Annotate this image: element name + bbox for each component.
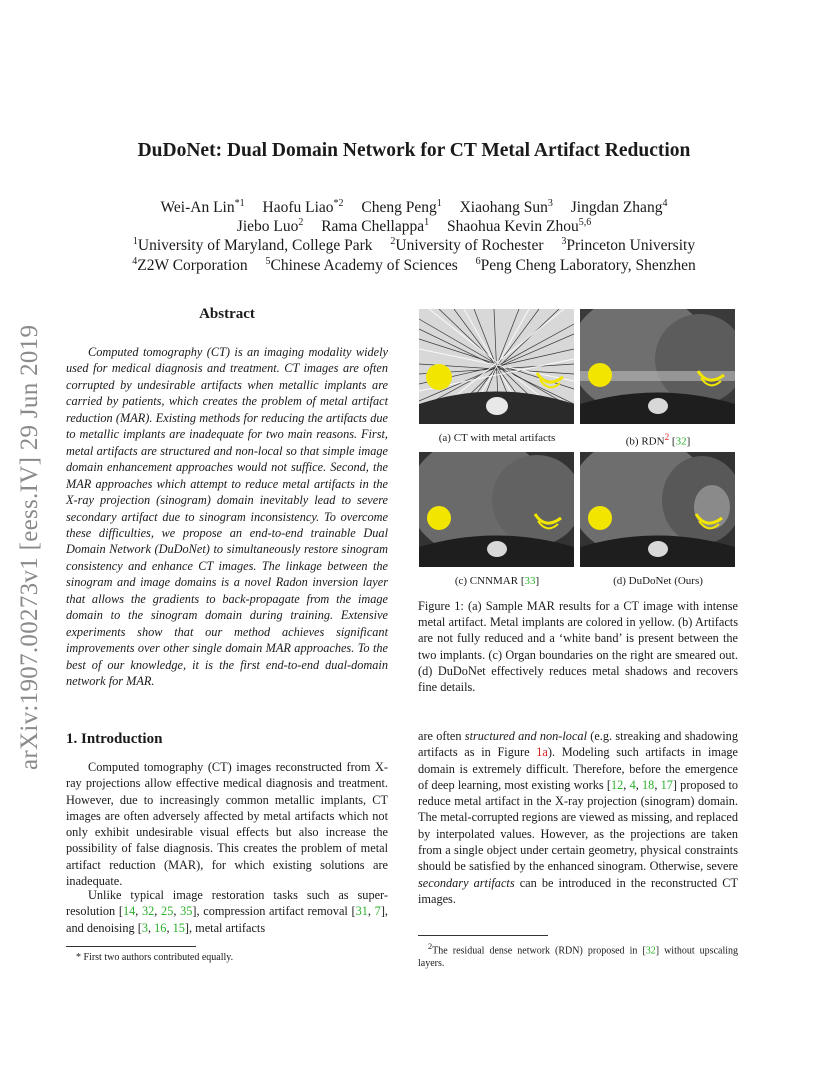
- citation-link[interactable]: 15: [172, 920, 185, 935]
- citation-link[interactable]: 14: [122, 904, 136, 919]
- subcaption-a: (a) CT with metal artifacts: [438, 432, 556, 444]
- citation-link[interactable]: 3: [141, 920, 148, 935]
- citation-link[interactable]: 12: [611, 777, 624, 792]
- abstract-heading: Abstract: [199, 306, 255, 322]
- figure-ref-link[interactable]: 1a: [536, 745, 548, 760]
- footnote-rule: [418, 935, 548, 936]
- paper-title: DuDoNet: Dual Domain Network for CT Metal Artifact Reduction: [137, 140, 691, 161]
- citation-link[interactable]: 16: [154, 920, 167, 935]
- footnote-rdn: $^2$The residual dense network (RDN) proposed in [32] without upscaling layers.: [418, 942, 739, 970]
- citation-link[interactable]: 18: [642, 777, 655, 792]
- figure-caption: Figure 1: (a) Sample MAR results for a CT image with intense metal artifact. Metal implants are colored in yellow. (b) Artifacts are not fully reduced and a ‘white band’ is present between the two implants. (c) Organ boundaries on the right are smeared out. (d) DuDoNet effectively reduces metal shadows and recovers fine details.: [418, 599, 738, 695]
- citation-link[interactable]: 32: [645, 945, 656, 957]
- intro-paragraph-1: Computed tomography (CT) images reconstructed from X-ray projections allow effective medical diagnosis and treatment. However, due to increasingly common metallic implants, CT images are often adversely affected by metal artifacts which not only exhibit undesirable visual effects but also increase the possibility of false diagnosis. This creates the problem of metal artifact reduction (MAR), for which existing solutions are inadequate.: [66, 760, 388, 889]
- ct-image-rdn: [580, 309, 735, 424]
- abstract-text: Computed tomography (CT) is an imaging modality widely used for medical diagnosis and treatment. CT images are often corrupted by undesirable artifacts when metallic implants are carried by patients, which creates the problem of metal artifact reduction (MAR). Existing methods for reducing the artifacts due to metallic implants are inadequate for two main reasons. First, metal artifacts are structured and non-local so that simple image domain enhancement approaches would not suffice. Second, the MAR approaches which attempt to reduce metal artifacts in the X-ray projection (sinogram) domain inevitably lead to severe secondary artifact due to sinogram inconsistency. To overcome these difficulties, we propose an end-to-end trainable Dual Domain Network (DuDoNet) to simultaneously restore sinogram consistency and enhance CT images. The linkage between the sinogram and image domains is a novel Radon inversion layer that allows the gradients to back-propagate from the image domain to the sinogram domain during training. Extensive experiments show that our method achieves significant improvements over other single domain MAR approaches. To the best of our knowledge, it is the first end-to-end dual-domain network for MAR.: [66, 345, 388, 689]
- footnote-rule: [66, 946, 196, 947]
- author-line-2: Jiebo Luo$^2$ Rama Chellappa$^1$ Shaohua Kevin Zhou$^{5,6}$: [236, 217, 592, 236]
- citation-link[interactable]: 4: [629, 777, 636, 792]
- citation-link[interactable]: 17: [660, 777, 673, 792]
- citation-link[interactable]: 7: [374, 904, 381, 919]
- citation-link[interactable]: 33: [524, 575, 536, 587]
- affiliation-line-1: $^1$University of Maryland, College Park $^2$University of Rochester $^3$Princeton University: [132, 236, 696, 255]
- ct-image-cnnmar: [419, 452, 574, 567]
- section-heading-introduction: 1. Introduction: [66, 731, 163, 747]
- affiliation-line-2: $^4$Z2W Corporation $^5$Chinese Academy of Sciences $^6$Peng Cheng Laboratory, Shenzhen: [132, 256, 696, 275]
- citation-link[interactable]: 32: [142, 904, 155, 919]
- right-column-paragraph: are often structured and non-local (e.g. streaking and shadowing artifacts as in Figure 1a). Modeling such artifacts in image domain is extremely difficult. Therefore, before the emergence of deep learning, most existing works [12, 4, 18, 17] proposed to reduce metal artifact in the X-ray projection (sinogram) domain. The metal-corrupted regions are viewed as missing, and replaced by interpolated values. However, as the projections are taken from a single object under certain geometry, physical constraints should be satisfied by the enhanced sinogram. Otherwise, severe secondary artifacts can be introduced in the reconstructed CT images.: [418, 729, 739, 906]
- arxiv-stamp: arXiv:1907.00273v1 [eess.IV] 29 Jun 2019: [16, 324, 43, 770]
- citation-link[interactable]: 31: [355, 904, 368, 919]
- author-line-1: Wei-An Lin$^{*1}$ Haofu Liao$^{*2}$ Cheng Peng$^1$ Xiaohang Sun$^3$ Jingdan Zhang$^4$: [160, 198, 668, 217]
- citation-link[interactable]: 25: [161, 904, 174, 919]
- intro-paragraph-2: Unlike typical image restoration tasks such as super-resolution [14, 32, 25, 35], compression artifact removal [31, 7], and denoising [3, 16, 15], metal artifacts: [66, 888, 388, 935]
- citation-link[interactable]: 35: [180, 904, 193, 919]
- subcaption-c: (c) CNNMAR [33]: [454, 575, 540, 587]
- subcaption-b: (b) RDN$^2$ [32]: [625, 432, 691, 448]
- citation-link[interactable]: 32: [675, 435, 687, 448]
- footnote-equal-contribution: * First two authors contributed equally.: [76, 952, 234, 963]
- ct-image-with-artifacts: [419, 309, 574, 424]
- subcaption-d: (d) DuDoNet (Ours): [613, 575, 703, 587]
- ct-image-dudonet: [580, 452, 735, 567]
